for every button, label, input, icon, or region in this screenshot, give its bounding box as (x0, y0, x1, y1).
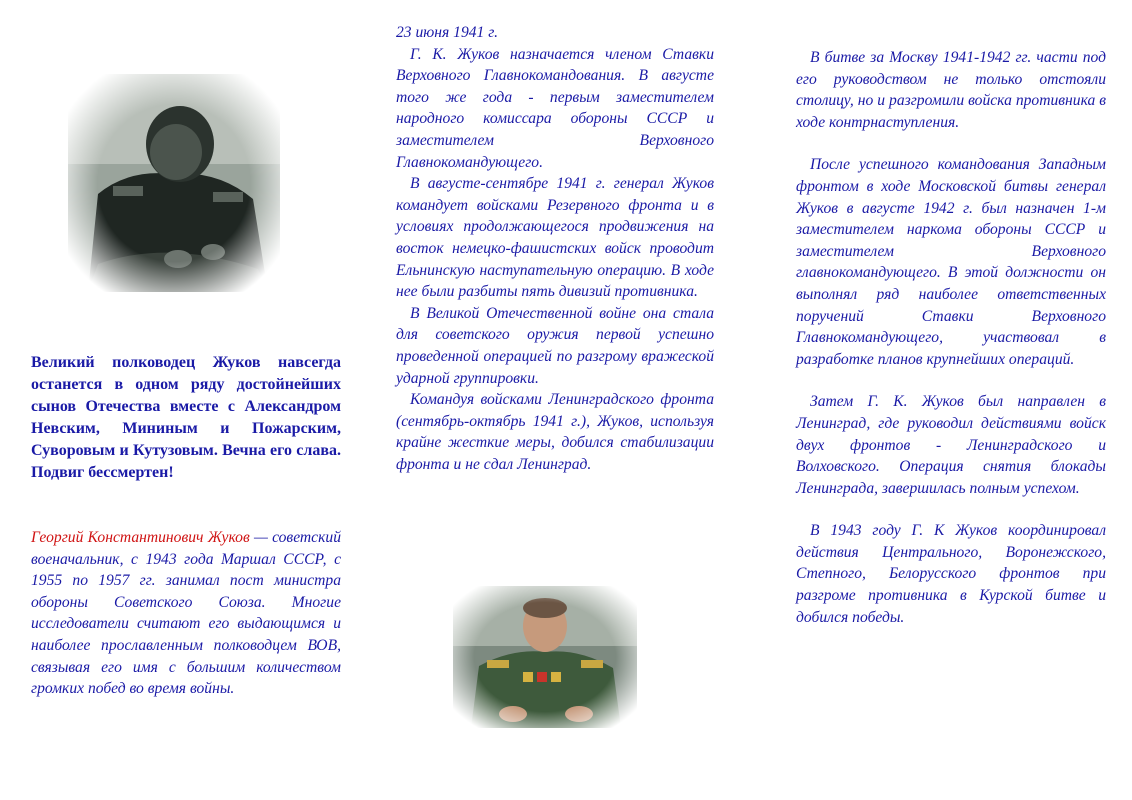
zhukov-photo-portrait (453, 586, 637, 728)
timeline-paragraph-3: В Великой Отечественной войне она стала для советского оружия первой успешно проведенной операцией по разгрому вражеской ударной группировки. (396, 304, 714, 387)
timeline-paragraph-1: Г. К. Жуков назначается членом Ставки Верховного Главнокомандования. В августе того же года - первым заместителем народного комиссара обороны СССР и заместителем Верховного Главнокомандующего. (396, 45, 714, 171)
biography-paragraph (31, 527, 341, 700)
timeline-paragraph-4: Командуя войсками Ленинградского фронта (сентябрь-октябрь 1941 г.), Жуков, используя крайне жесткие меры, добился стабилизации фронта и не сдал Ленинград. (396, 391, 714, 473)
timeline-date: 23 июня 1941 г. (396, 24, 499, 41)
timeline-text (396, 22, 714, 475)
zhukov-photo-map-image (68, 74, 280, 292)
timeline-paragraph-2: В августе-сентябре 1941 г. генерал Жуков командует войсками Резервного фронта и в условиях продолжающегося продвижения на восток немецко-фашистских войск проводит Ельнинскую наступательную операцию. В ходе нее были разбиты пять дивизий противника. (396, 175, 714, 301)
battles-paragraph-1: В битве за Москву 1941-1942 гг. части под его руководством не только отстояли столицу, но и разгромили войска противника в ходе контрнаступления. (796, 49, 1106, 131)
battles-text (796, 47, 1106, 628)
biography-name: Георгий Константинович Жуков (31, 529, 250, 546)
tribute-text (31, 352, 341, 484)
tribute-paragraph: Великий полководец Жуков навсегда останется в одном ряду достойнейших сынов Отечества вместе с Александром Невским, Мининым и Пожарским, Суворовым и Кутузовым. Вечна его слава. Подвиг бессмертен! (31, 354, 341, 481)
biography-body: — советский военачальник, с 1943 года Маршал СССР, с 1955 по 1957 гг. занимал пост министра обороны Советского Союза. Многие исследователи считают его выдающимся и наиболее прославленным полководцем ВОВ, связывая его имя с большим количеством громких побед во время войны. (31, 529, 341, 698)
battles-paragraph-2: После успешного командования Западным фронтом в ходе Московской битвы генерал Жуков в августе 1942 г. был назначен 1-м заместителем наркома обороны СССР и заместителем Верховного главнокомандующего. В этой должности он выполнял ряд наиболее ответственных поручений Ставки Верховного Главнокомандующего, участвовал в разработке планов крупнейших операций. (796, 156, 1106, 368)
zhukov-photo-portrait-image (453, 586, 637, 728)
battles-paragraph-4: В 1943 году Г. К Жуков координировал действия Центрального, Воронежского, Степного, Белорусского фронтов при разгроме противника в Курской битве и добился победы. (796, 522, 1106, 626)
biography-text (31, 527, 341, 700)
battles-paragraph-3: Затем Г. К. Жуков был направлен в Ленинград, где руководил действиями войск двух фронтов - Ленинградского и Волховского. Операция снятия блокады Ленинграда, завершилась полным успехом. (796, 393, 1106, 497)
zhukov-photo-map (68, 74, 280, 292)
